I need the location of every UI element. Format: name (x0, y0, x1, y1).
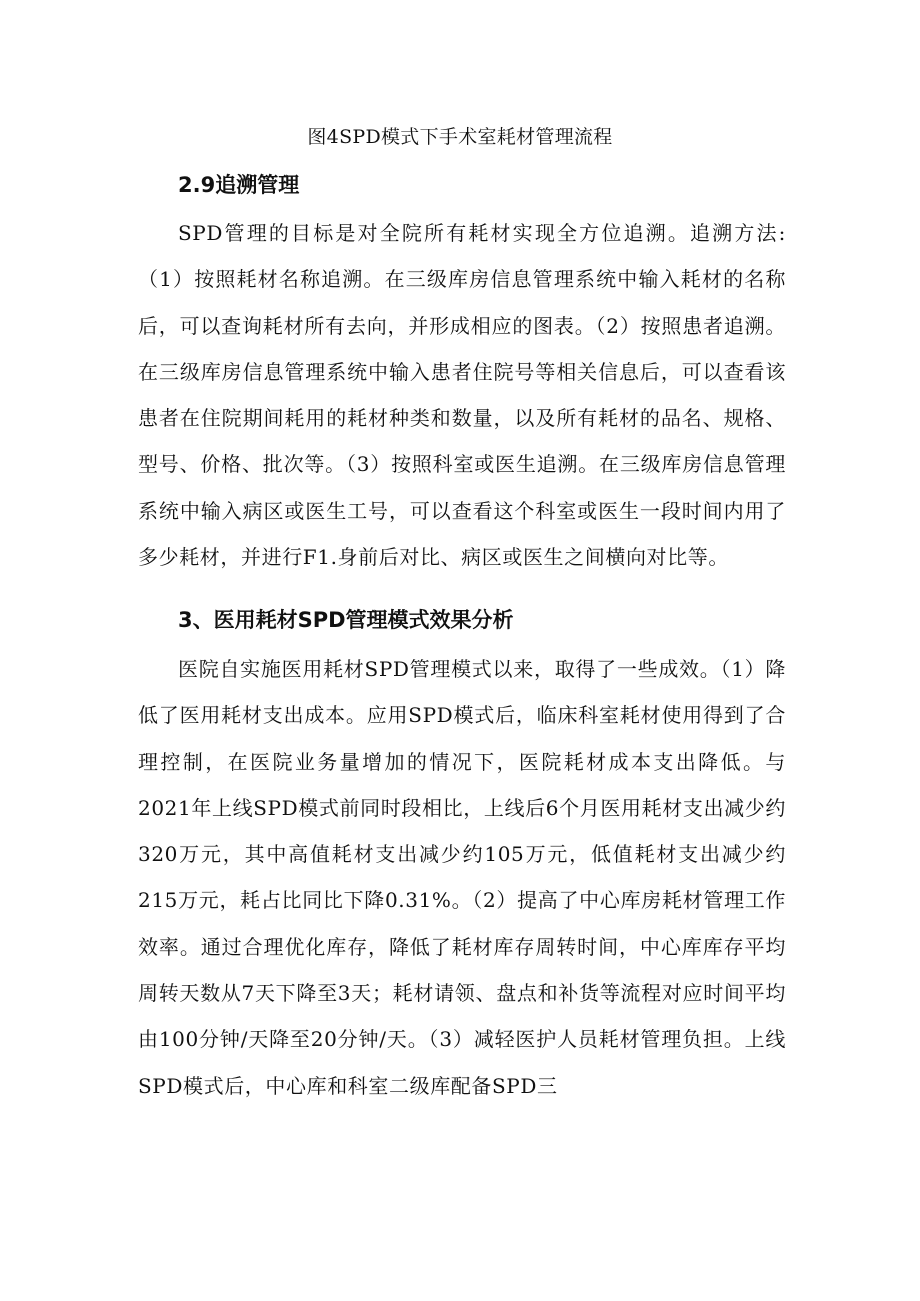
paragraph-effect-analysis: 医院自实施医用耗材SPD管理模式以来，取得了一些成效。（1）降低了医用耗材支出成本。应用SPD模式后，临床科室耗材使用得到了合理控制，在医院业务量增加的情况下，医院耗材成本支出降低。与2021年上线SPD模式前同时段相比，上线后6个月医用耗材支出减少约320万元，其中高值耗材支出减少约105万元，低值耗材支出减少约215万元，耗占比同比下降0.31%。（2）提高了中心库房耗材管理工作效率。通过合理优化库存，降低了耗材库存周转时间，中心库库存平均周转天数从7天下降至3天；耗材请领、盘点和补货等流程对应时间平均由100分钟/天降至20分钟/天。（3）减轻医护人员耗材管理负担。上线SPD模式后，中心库和科室二级库配备SPD三 (138, 657, 786, 1098)
section-heading-effect-analysis: 3、医用耗材SPD管理模式效果分析 (178, 608, 514, 632)
section-heading-traceability: 2.9追溯管理 (178, 173, 300, 197)
figure-caption: 图4SPD模式下手术室耗材管理流程 (307, 126, 613, 148)
paragraph-traceability: SPD管理的目标是对全院所有耗材实现全方位追溯。追溯方法:（1）按照耗材名称追溯。在三级库房信息管理系统中输入耗材的名称后，可以查询耗材所有去向，并形成相应的图表。（2）按照患者追溯。在三级库房信息管理系统中输入患者住院号等相关信息后，可以查看该患者在住院期间耗用的耗材种类和数量，以及所有耗材的品名、规格、型号、价格、批次等。（3）按照科室或医生追溯。在三级库房信息管理系统中输入病区或医生工号，可以查看这个科室或医生一段时间内用了多少耗材，并进行F1.身前后对比、病区或医生之间横向对比等。 (138, 221, 786, 570)
